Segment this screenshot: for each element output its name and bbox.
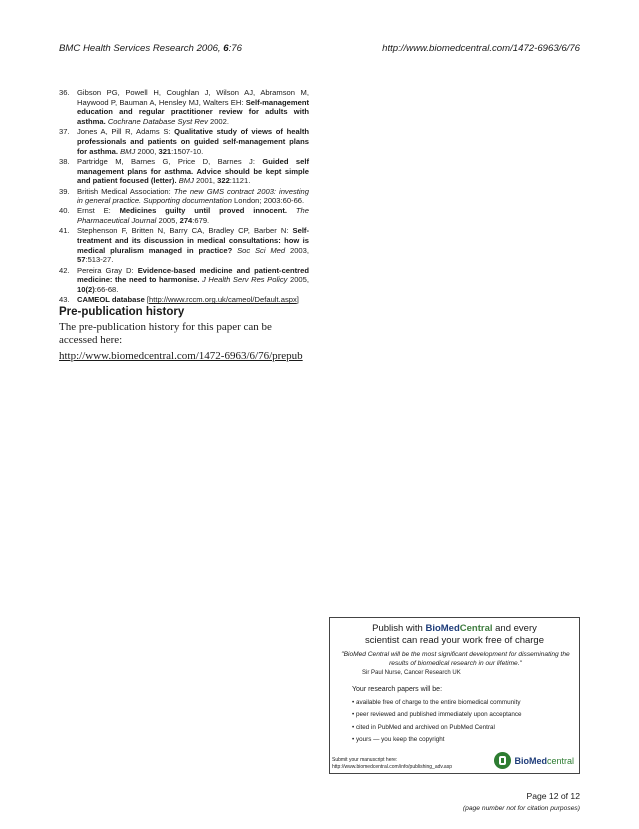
- page-number: Page 12 of 12: [526, 791, 580, 801]
- reference-item: 40. Ernst E: Medicines guilty until proved innocent. The Pharmaceutical Journal 2005, 274:679.: [59, 206, 309, 226]
- reference-item: 37. Jones A, Pill R, Adams S: Qualitative study of views of health professionals and patients on guided self-management plans for asthma. BMJ 2000, 321:1507-10.: [59, 127, 309, 156]
- reference-list: [59, 88, 309, 305]
- list-item: • yours — you keep the copyright: [352, 734, 522, 746]
- prepub-heading: Pre-publication history: [59, 306, 185, 318]
- ad-submit-label: Submit your manuscript here:: [332, 757, 398, 763]
- ad-title: Publish with BioMedCentral and every scientist can read your work free of charge: [364, 623, 544, 646]
- journal-citation: [59, 43, 242, 54]
- reference-item: 36. Gibson PG, Powell H, Coughlan J, Wilson AJ, Abramson M, Haywood P, Bauman A, Hensley MJ, Walters EH: Self-management education and regular practitioner review for adults with asthma. Cochrane Database Syst Rev 2002.: [59, 88, 309, 127]
- ad-lead: Your research papers will be:: [352, 686, 443, 693]
- reference-item: 39. British Medical Association: The new GMS contract 2003: investing in general practice. Supporting documentation London; 2003:60-66.: [59, 186, 309, 206]
- ad-quote: "BioMed Central will be the most significant development for disseminating the results of biomedical research in our lifetime.": [341, 651, 570, 667]
- biomed-central-logo: BioMedcentral: [494, 752, 574, 769]
- ad-submit: [332, 757, 452, 770]
- list-item: • peer reviewed and published immediately upon acceptance: [352, 709, 522, 721]
- reference-item: 42. Pereira Gray D: Evidence-based medicine and patient-centred medicine: the need to harmonise. J Health Serv Res Policy 2005, 10(2):66-68.: [59, 265, 309, 295]
- ad-attribution: Sir Paul Nurse, Cancer Research UK: [362, 670, 461, 676]
- ad-brand: BioMedCentral: [425, 623, 493, 634]
- list-item: • cited in PubMed and archived on PubMed Central: [352, 722, 522, 734]
- biomed-logo-icon: [494, 752, 511, 769]
- journal-article: :76: [228, 43, 242, 54]
- running-header: [59, 43, 580, 54]
- prepub-text: The pre-publication history for this paper can be accessed here:: [59, 321, 272, 346]
- list-item: • available free of charge to the entire biomedical community: [352, 697, 522, 709]
- journal-url[interactable]: http://www.biomedcentral.com/1472-6963/6/76: [382, 43, 580, 54]
- journal-volume: 6: [223, 43, 229, 54]
- journal-name: BMC Health Services Research: [59, 43, 194, 54]
- reference-item: 38. Partridge M, Barnes G, Price D, Barnes J: Guided self management plans for asthma. Advice should be kept simple and patient focused (letter). BMJ 2001, 322:1121.: [59, 156, 309, 186]
- reference-item: 43. CAMEOL database [http://www.rccm.org.uk/cameol/Default.aspx]: [59, 295, 299, 305]
- reference-item: 41. Stephenson F, Britten N, Barry CA, Bradley CP, Barber N: Self-treatment and its discussion in medical consultations: how is medical pluralism managed in practice? Soc Sci Med 2003, 57:513-27.: [59, 226, 309, 265]
- journal-year: 2006,: [196, 43, 221, 54]
- cameol-link[interactable]: http://www.rccm.org.uk/cameol/Default.aspx: [149, 295, 297, 305]
- prepub-link[interactable]: http://www.biomedcentral.com/1472-6963/6/76/prepub: [59, 350, 303, 362]
- page-number-note: (page number not for citation purposes): [462, 805, 580, 812]
- ad-benefits-list: [352, 697, 522, 746]
- biomed-central-ad[interactable]: [329, 617, 580, 774]
- ad-submit-link[interactable]: http://www.biomedcentral.com/info/publishing_adv.asp: [332, 763, 452, 770]
